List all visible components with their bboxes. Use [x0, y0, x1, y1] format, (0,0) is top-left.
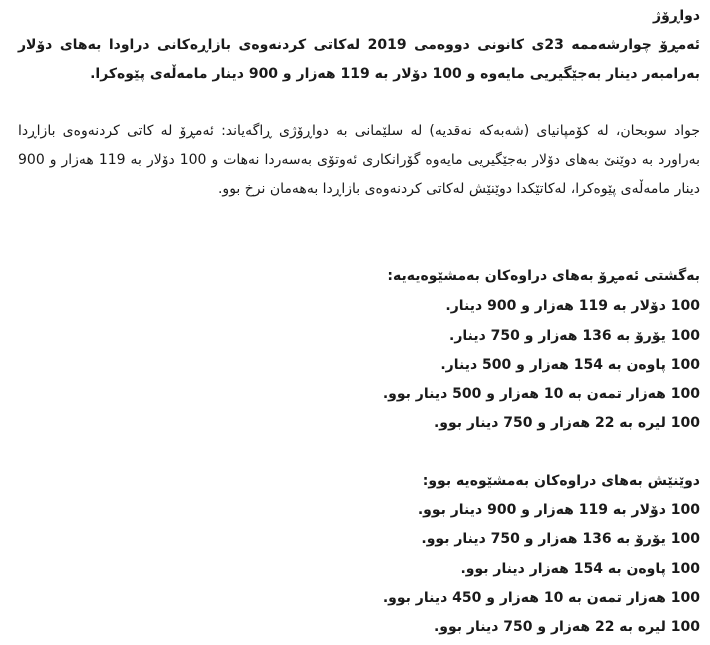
- list-item: 100 پاوەن بە 154 هەزار و 500 دینار.: [440, 357, 700, 373]
- list-item: 100 دۆلار بە 119 هەزار و 900 دینار.: [445, 298, 700, 314]
- list-item: 100 یۆرۆ بە 136 هەزار و 750 دینار بوو.: [421, 531, 700, 547]
- list-item: 100 لیرە بە 22 هەزار و 750 دینار بوو.: [433, 415, 700, 431]
- today-rates-heading: بەگشتی ئەمڕۆ بەهای دراوەکان بەمشێوەیەیە:: [387, 268, 700, 284]
- list-item: 100 هەزار تمەن بە 10 هەزار و 450 دینار بوو.: [382, 590, 700, 606]
- yesterday-rates-heading: دوێنێش بەهای دراوەکان بەمشێوەیە بوو:: [422, 473, 700, 489]
- list-item: 100 پاوەن بە 154 هەزار دینار بوو.: [460, 561, 700, 577]
- list-item: 100 یۆرۆ بە 136 هەزار و 750 دینار.: [449, 328, 700, 344]
- list-item: 100 هەزار تمەن بە 10 هەزار و 500 دینار بوو.: [382, 386, 700, 402]
- list-item: 100 دۆلار بە 119 هەزار و 900 دینار بوو.: [417, 502, 700, 518]
- body-paragraph: جواد سوبحان، لە کۆمپانیای (شەبەکە نەقدیە) لە سلێمانی بە دواڕۆژی ڕاگەیاند: ئەمڕۆ لە کاتی کردنەوەی بازاڕدا بەراورد بە دوێنێ بەهای دۆلار بەجێگیریی مایەوە گۆرانکاری ئەوتۆی بەسەردا نەهات و 100 دۆلار بە 119 هەزار و 900 دینار مامەڵەی پێوەکرا، لەکاتێکدا دوێنێش لەکاتی کردنەوەی بازاڕدا بەهەمان نرخ بوو.: [18, 123, 700, 197]
- lead-paragraph: ئەمڕۆ چوارشەممە 23ی کانونی دووەمی 2019 لەکاتی کردنەوەی بازاڕەکانی دراودا بەهای دۆلار بەرامبەر دینار بەجێگیریی مایەوە و 100 دۆلار بە 119 هەزار و 900 دینار مامەڵەی پێوەکرا.: [18, 37, 700, 82]
- section-label: دواڕۆژ: [653, 8, 700, 24]
- list-item: 100 لیرە بە 22 هەزار و 750 دینار بوو.: [433, 619, 700, 635]
